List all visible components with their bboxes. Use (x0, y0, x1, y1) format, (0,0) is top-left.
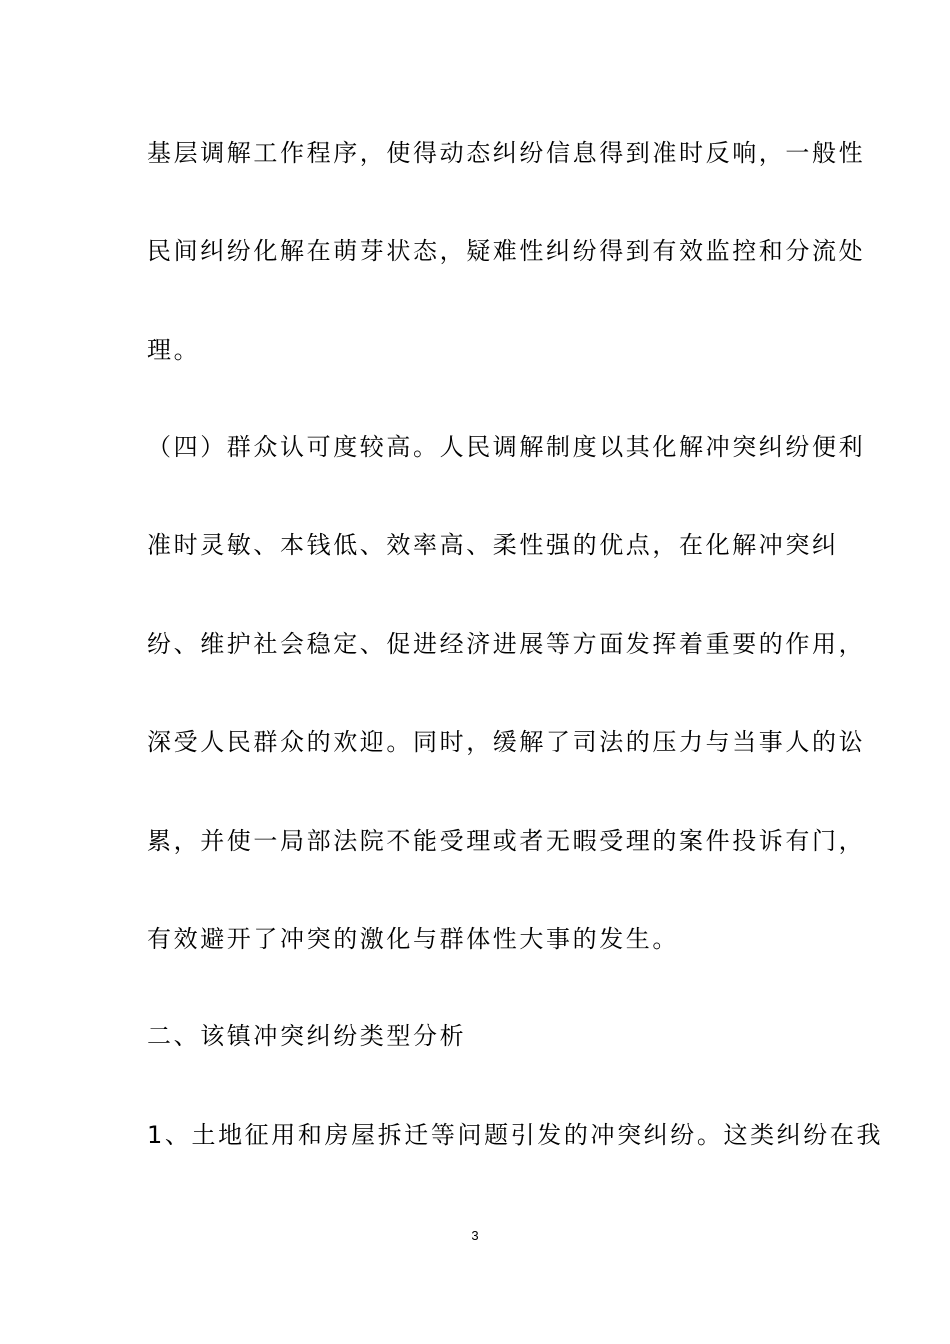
paragraph-line: 深受人民群众的欢迎。同时，缓解了司法的压力与当事人的讼 (147, 728, 866, 756)
paragraph-line: 准时灵敏、本钱低、效率高、柔性强的优点，在化解冲突纠 (147, 531, 839, 559)
paragraph-line: 理。 (147, 336, 201, 364)
section-heading: 二、该镇冲突纠纷类型分析 (147, 1022, 467, 1050)
paragraph-line: 纷、维护社会稳定、促进经济进展等方面发挥着重要的作用， (147, 630, 866, 658)
list-item-line: 1、土地征用和房屋拆迁等问题引发的冲突纠纷。这类纠纷在我 (147, 1121, 884, 1149)
paragraph-line: 有效避开了冲突的激化与群体性大事的发生。 (147, 925, 679, 953)
paragraph-line: 累，并使一局部法院不能受理或者无暇受理的案件投诉有门， (147, 827, 866, 855)
paragraph-line: 基层调解工作程序，使得动态纠纷信息得到准时反响，一般性 (147, 139, 866, 167)
section-heading-line: （四）群众认可度较高。人民调解制度以其化解冲突纠纷便利 (147, 433, 866, 461)
paragraph-line: 民间纠纷化解在萌芽状态，疑难性纠纷得到有效监控和分流处 (147, 237, 866, 265)
page-number: 3 (471, 1228, 479, 1243)
